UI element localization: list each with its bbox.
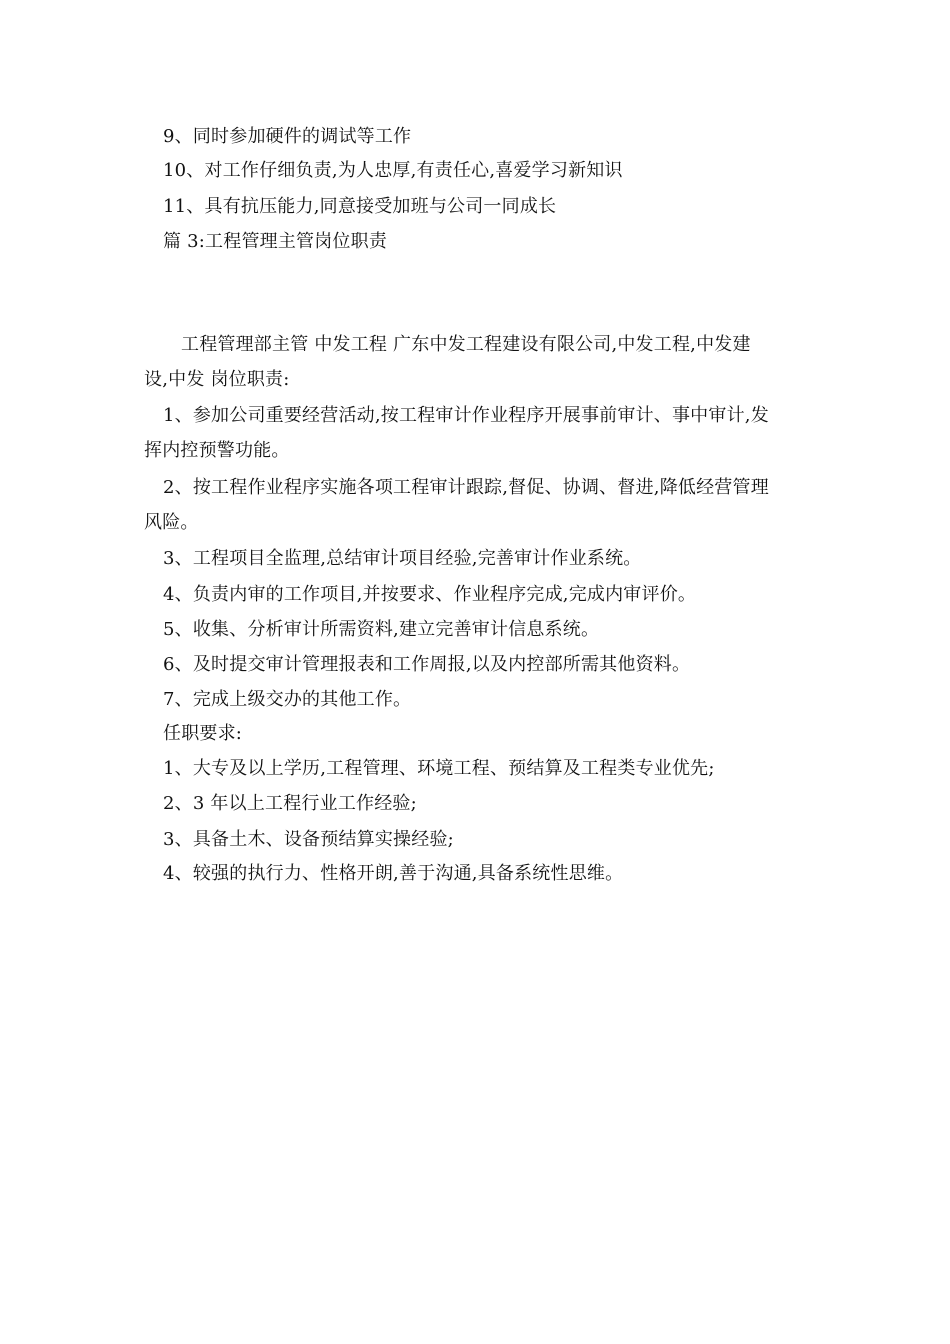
intro-paragraph-line: 工程管理部主管 中发工程 广东中发工程建设有限公司,中发工程,中发建 [181,334,751,355]
requirement-item: 4、较强的执行力、性格开朗,善于沟通,具备系统性思维。 [163,863,624,884]
requirement-item: 2、3 年以上工程行业工作经验; [163,793,417,814]
list-item: 11、具有抗压能力,同意接受加班与公司一同成长 [163,196,557,217]
duty-item: 7、完成上级交办的其他工作。 [163,689,412,710]
duty-item: 2、按工程作业程序实施各项工程审计跟踪,督促、协调、督进,降低经营管理 [163,477,769,498]
duty-item-continuation: 风险。 [144,512,199,533]
requirement-item: 3、具备土木、设备预结算实操经验; [163,829,454,850]
duty-item: 6、及时提交审计管理报表和工作周报,以及内控部所需其他资料。 [163,654,691,675]
section-heading: 篇 3:工程管理主管岗位职责 [163,231,388,252]
duty-item: 1、参加公司重要经营活动,按工程审计作业程序开展事前审计、事中审计,发 [163,405,769,426]
list-item: 10、对工作仔细负责,为人忠厚,有责任心,喜爱学习新知识 [163,160,623,181]
requirement-item: 1、大专及以上学历,工程管理、环境工程、预结算及工程类专业优先; [163,758,715,779]
intro-paragraph-line: 设,中发 岗位职责: [144,369,290,390]
requirements-heading: 任职要求: [163,723,243,744]
duty-item: 5、收集、分析审计所需资料,建立完善审计信息系统。 [163,619,600,640]
duty-item-continuation: 挥内控预警功能。 [144,440,290,461]
duty-item: 3、工程项目全监理,总结审计项目经验,完善审计作业系统。 [163,548,642,569]
list-item: 9、同时参加硬件的调试等工作 [163,126,412,147]
duty-item: 4、负责内审的工作项目,并按要求、作业程序完成,完成内审评价。 [163,584,697,605]
